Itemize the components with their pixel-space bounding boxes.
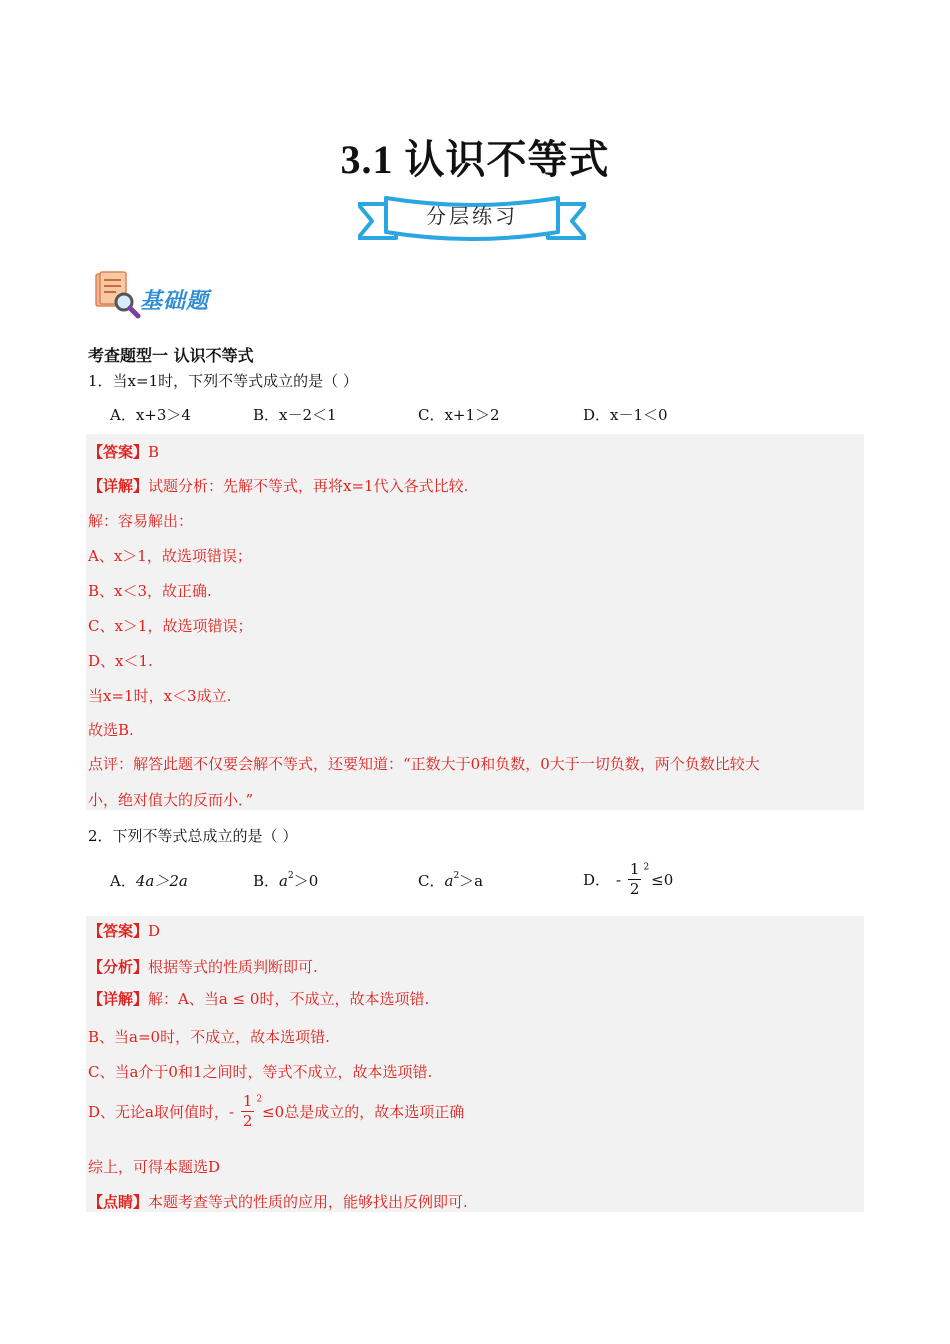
option-b <box>253 870 318 891</box>
detail-tag: 【详解】 <box>88 477 149 495</box>
option-math-rest: ＞a <box>459 872 484 890</box>
summary-line: 综上，可得本题选D <box>88 1158 221 1176</box>
banner-label: 分层练习 <box>426 204 518 228</box>
analysis-line <box>88 956 318 977</box>
solution-line: A、x＞1，故选项错误； <box>88 547 252 565</box>
question-type-heading: 考查题型一 认识不等式 <box>88 346 254 365</box>
comment-line: 点评：解答此题不仅要会解不等式，还要知道：“正数大于0和负数，0大于一切负数，两个负数比较大 <box>88 755 760 773</box>
detail-line <box>88 475 468 496</box>
solution-line: 解：容易解出： <box>88 512 194 530</box>
option-math: 4a＞2a <box>135 872 188 890</box>
solution-line: C、当a介于0和1之间时，等式不成立，故本选项错. <box>88 1063 433 1081</box>
page-title: 3.1 认识不等式 <box>340 137 610 182</box>
exponent: 2 <box>256 1094 263 1105</box>
exponent: 2 <box>287 871 294 881</box>
question-1-options <box>110 404 870 428</box>
option-b: B．x－2＜1 <box>253 406 337 424</box>
answer-tag: 【答案】 <box>88 922 149 940</box>
question-1-stem: 1．当x=1时，下列不等式成立的是（ ） <box>88 372 358 390</box>
option-math: a <box>279 872 288 890</box>
option-label: D． <box>583 871 611 889</box>
denominator: 2 <box>629 880 640 898</box>
detail-line <box>88 988 429 1009</box>
solution-line: B、当a=0时，不成立，故本选项错. <box>88 1028 330 1046</box>
option-a: A．x+3＞4 <box>110 406 191 424</box>
answer-box-2 <box>86 916 864 1212</box>
detail-tag: 【详解】 <box>88 990 149 1008</box>
exponent: 2 <box>453 871 460 881</box>
option-d: D．x－1＜0 <box>583 406 668 424</box>
analysis-tag: 【分析】 <box>88 958 149 976</box>
solution-line: 当x=1时，x＜3成立. <box>88 687 232 705</box>
solution-line: 故选B. <box>88 721 134 739</box>
answer-box-1 <box>86 434 864 810</box>
solution-text: ≤0总是成立的，故本选项正确 <box>262 1103 465 1121</box>
option-math-rest: ＞0 <box>293 872 319 890</box>
ribbon-banner <box>358 192 586 246</box>
exponent: 2 <box>643 862 650 873</box>
analysis-text: 根据等式的性质判断即可. <box>148 958 318 976</box>
answer-line <box>88 920 160 941</box>
question-2-stem: 2．下列不等式总成立的是（ ） <box>88 827 298 845</box>
solution-line: B、x＜3，故正确. <box>88 582 212 600</box>
detail-text: 试题分析：先解不等式，再将x=1代入各式比较. <box>148 477 469 495</box>
option-c <box>418 870 483 891</box>
answer-tag: 【答案】 <box>88 443 149 461</box>
comment-line <box>88 1191 468 1212</box>
document-search-icon <box>90 268 142 320</box>
section-label: 基础题 <box>140 288 210 314</box>
comment-tag: 【点睛】 <box>88 1193 149 1211</box>
fraction <box>628 862 642 897</box>
option-label: B． <box>253 872 280 890</box>
option-a <box>110 870 188 891</box>
solution-text: D、无论a取何值时，- <box>88 1103 235 1121</box>
numerator: 1 <box>629 860 640 878</box>
detail-text: 解：A、当a ≤ 0时，不成立，故本选项错. <box>148 990 430 1008</box>
option-d <box>583 862 673 897</box>
solution-line: C、x＞1，故选项错误； <box>88 617 253 635</box>
denominator: 2 <box>242 1112 253 1130</box>
answer-value: B <box>148 443 160 461</box>
comment-line: 小，绝对值大的反而小．” <box>88 791 254 809</box>
solution-line-d <box>88 1094 464 1129</box>
option-math-rest: ≤0 <box>651 870 674 889</box>
fraction <box>241 1094 255 1129</box>
option-c: C．x+1＞2 <box>418 406 500 424</box>
option-math: a <box>444 872 454 890</box>
solution-line: D、x＜1. <box>88 652 153 670</box>
answer-value: D <box>148 922 161 940</box>
minus-sign: - <box>616 870 622 889</box>
answer-line <box>88 441 159 462</box>
option-label: C． <box>418 872 445 890</box>
comment-text: 本题考查等式的性质的应用，能够找出反例即可. <box>148 1193 468 1211</box>
option-label: A． <box>110 872 136 890</box>
numerator: 1 <box>242 1092 253 1110</box>
question-2-options <box>110 862 870 904</box>
